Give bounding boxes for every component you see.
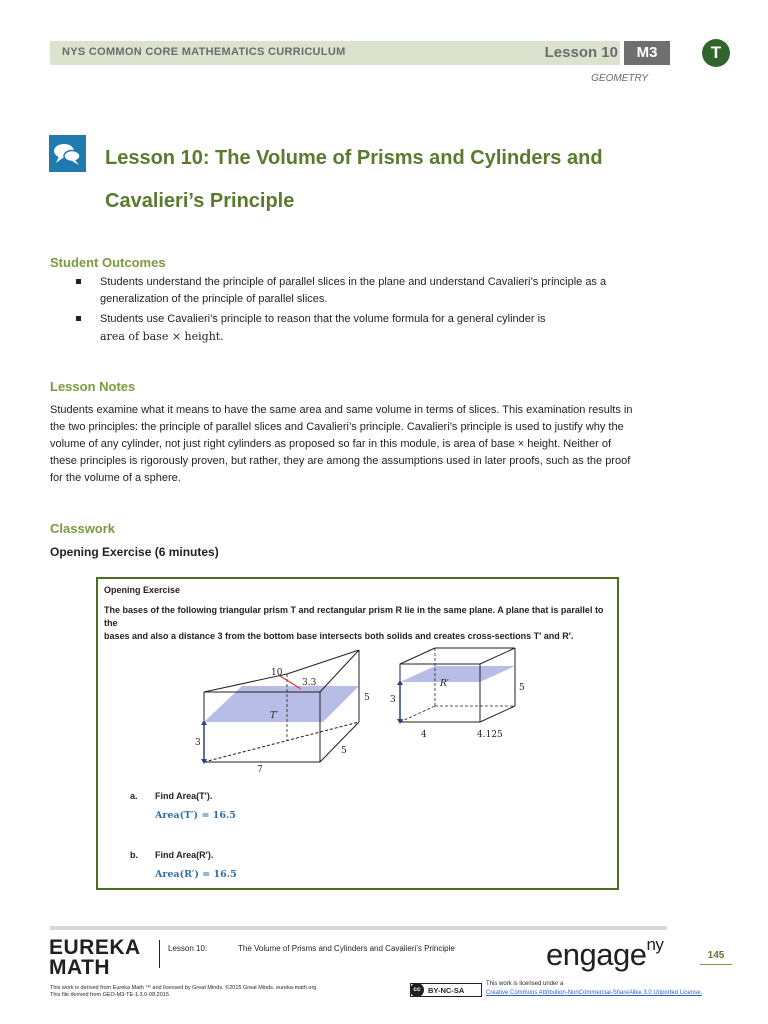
notes-line: volume of any cylinder, not just right cylinders as proposed so far in this module, is area of base × height. Neither of (50, 438, 611, 450)
student-outcomes-heading: Student Outcomes (50, 255, 166, 270)
speech-bubbles-icon (49, 135, 86, 172)
credit-line: This work is derived from Eureka Math ™ and licensed by Great Minds. ©2015 Great Minds. eureka-math.org (50, 985, 317, 991)
credit-line: This file derived from GEO-M3-TE-1.3.0-08.2015 (50, 992, 169, 998)
label-right-height: 5 (519, 683, 525, 693)
label-section-r: R′ (440, 679, 449, 689)
page-title (105, 137, 665, 223)
footer-lesson-title: The Volume of Prisms and Cylinders and Cavalieri’s Principle (238, 944, 455, 953)
exercise-title: Opening Exercise (104, 585, 181, 595)
title-line-1: Lesson 10: The Volume of Prisms and Cylinders and (105, 147, 603, 169)
outcome-line: Students understand the principle of parallel slices in the plane and understand Cavalieri’s principle as a (100, 276, 607, 288)
part-b-question: Find Area(R′). (155, 850, 214, 860)
outcome-item (100, 274, 660, 308)
prism-edge (400, 648, 435, 664)
logo-line: EUREKA (49, 936, 141, 959)
engage-sup: ny (646, 934, 664, 954)
notes-line: these principles is rigorously proven, but rather, they are among the assumptions used in later proofs, such as the proof (50, 455, 631, 467)
footer-credits (50, 985, 316, 999)
label-altitude: 3.3 (302, 678, 317, 688)
part-a-letter: a. (130, 791, 138, 801)
part-b-answer: Area(R′) = 16.5 (155, 869, 237, 880)
rectangular-prism-figure (390, 640, 530, 745)
footer-divider (159, 940, 160, 968)
label-base: 7 (257, 765, 263, 775)
lesson-notes-body (50, 402, 690, 487)
notes-line: the two principles: the principle of parallel slices and Cavalieri’s principle. Cavalieri’s principle is used to justify why the (50, 421, 624, 433)
outcome-line: generalization of the principle of parallel slices. (100, 293, 328, 305)
triangular-prism-figure (190, 640, 380, 775)
license-link[interactable]: Creative Commons Attribution-NonCommercial-ShareAlike 3.0 Unported License. (486, 990, 703, 996)
outcome-line: Students use Cavalieri’s principle to reason that the volume formula for a general cylinder is (100, 313, 546, 325)
license-line: This work is licensed under a (486, 981, 564, 987)
eureka-math-logo (49, 938, 141, 978)
curriculum-label: NYS COMMON CORE MATHEMATICS CURRICULUM (62, 46, 346, 58)
notes-line: for the volume of a sphere. (50, 472, 181, 484)
outcome-line: area of base × height. (100, 330, 224, 343)
teacher-badge: T (702, 39, 730, 67)
prompt-line: bases and also a distance 3 from the bottom base intersects both solids and creates cross-sections T′ and R′. (104, 631, 574, 641)
arrow-up-icon (397, 680, 403, 685)
lesson-notes-heading: Lesson Notes (50, 379, 136, 394)
classwork-heading: Classwork (50, 521, 116, 536)
label-front: 4 (421, 730, 427, 740)
label-depth: 5 (341, 746, 347, 756)
outcome-item (100, 311, 660, 345)
hidden-edge (204, 722, 359, 762)
part-a-question: Find Area(T′). (155, 791, 213, 801)
cc-license-badge[interactable] (410, 983, 482, 997)
label-section-t: T′ (270, 711, 279, 721)
hidden-edge (400, 706, 435, 722)
exercise-prompt (104, 604, 614, 643)
notes-line: Students examine what it means to have the same area and same volume in terms of slices. This examination results in (50, 404, 633, 416)
page-number: 145 (700, 950, 732, 965)
license-text (486, 980, 702, 998)
opening-exercise-heading: Opening Exercise (6 minutes) (50, 545, 219, 559)
subject-label: GEOMETRY (591, 73, 648, 84)
logo-line: MATH (49, 956, 111, 979)
label-left-height: 3 (195, 738, 201, 748)
cross-section-r (400, 666, 515, 682)
part-a-answer: Area(T′) = 16.5 (155, 810, 236, 821)
bullet-marker (76, 316, 81, 321)
prompt-line: The bases of the following triangular prism T and rectangular prism R lie in the same plane. A plane that is parallel to the (104, 605, 604, 628)
label-left-height: 3 (390, 695, 396, 705)
prism-edge (320, 722, 359, 762)
lesson-label: Lesson 10 (544, 44, 618, 61)
footer-lesson-label: Lesson 10: (168, 944, 208, 953)
bullet-marker (76, 279, 81, 284)
label-side: 4.125 (477, 730, 503, 740)
cc-icon: cc (410, 983, 424, 997)
label-top-edge: 10 (271, 668, 283, 678)
prism-edge (480, 648, 515, 664)
module-badge: M3 (624, 41, 670, 65)
cross-section-t (204, 686, 359, 722)
footer-rule (50, 926, 667, 930)
cc-badge-label: BY-NC-SA (428, 985, 465, 995)
part-b-letter: b. (130, 850, 138, 860)
engage-text: engage (546, 937, 647, 972)
engageny-logo (546, 934, 664, 973)
label-right-height: 5 (364, 693, 370, 703)
title-line-2: Cavalieri’s Principle (105, 190, 295, 212)
prism-edge (480, 706, 515, 722)
